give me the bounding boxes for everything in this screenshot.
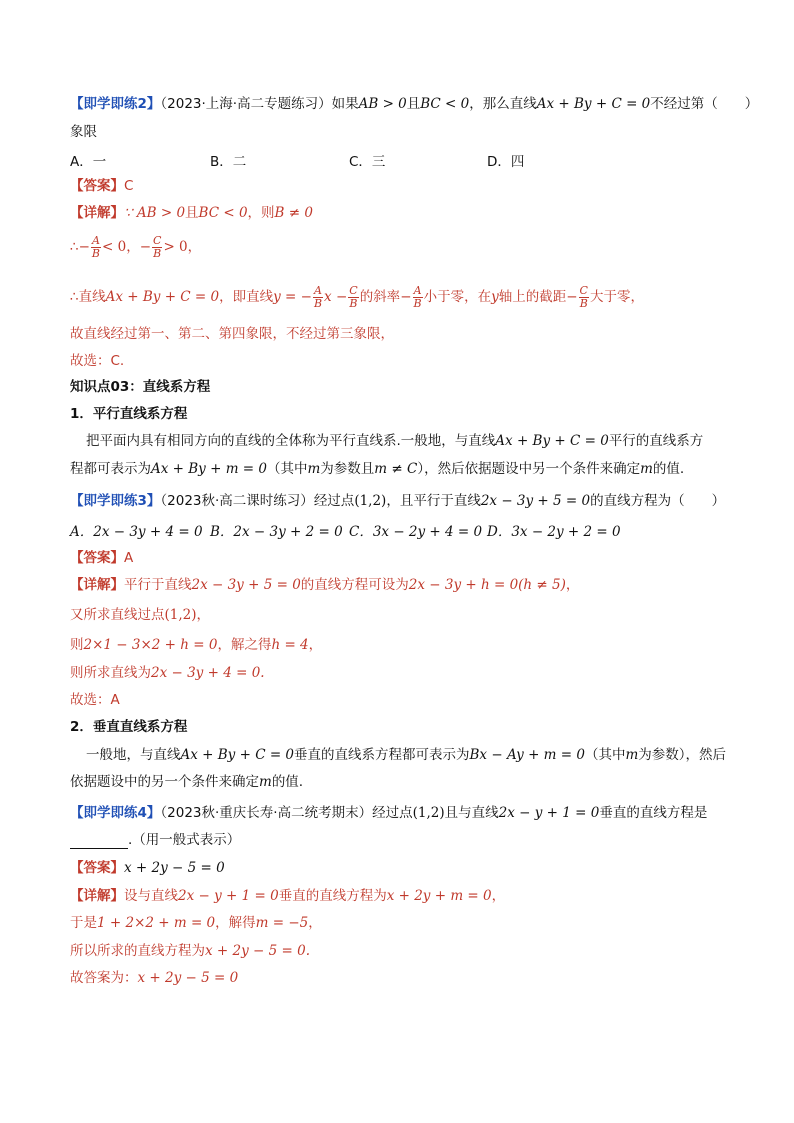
fraction-c-over-b <box>152 235 162 260</box>
fraction-denominator: B <box>579 296 588 310</box>
fraction-denominator: B <box>91 246 100 260</box>
answer-tag: 【答案】 <box>70 178 124 194</box>
math-expr: (1,2) <box>354 493 387 509</box>
math-expr: (1,2) <box>412 805 445 821</box>
body-text: 垂直的直线系方程都可表示为 <box>294 747 470 763</box>
detail-text: 的直线方程可设为 <box>300 577 409 593</box>
ex4-text: 经过点 <box>372 805 413 821</box>
ex2-detail-line3 <box>70 282 644 312</box>
ex4-text: 垂直的直线方程是 <box>599 805 708 821</box>
ex2-detail-line4: 故直线经过第一、第二、第四象限，不经过第三象限， <box>70 326 394 342</box>
ex4-question-line1 <box>70 804 707 822</box>
body-text: 的值. <box>271 774 304 790</box>
math-expr: − <box>139 239 152 255</box>
body-text: 为参数且 <box>320 461 375 477</box>
math-expr: y = − <box>273 289 312 305</box>
body-text: （其中 <box>266 461 308 477</box>
ex3-option-a: A．2x − 3y + 4 = 0 <box>70 524 203 540</box>
body-text: 平行的直线系方 <box>608 433 704 449</box>
kp3-paragraph2-line1 <box>86 746 726 764</box>
math-expr: ∵ AB > 0 <box>124 205 186 221</box>
ex2-question-line1 <box>70 95 758 113</box>
detail-text: 轴上的截距 <box>498 289 567 305</box>
kp3-paragraph2-line2 <box>70 773 303 791</box>
ex3-detail-line1 <box>70 576 579 594</box>
math-expr: x + 2y + m = 0 <box>386 888 492 904</box>
ex2-option-b: B．二 <box>210 154 247 170</box>
detail-tag: 【详解】 <box>70 577 124 593</box>
ex2-detail-line1 <box>70 204 313 222</box>
ex3-text: 的直线方程为（ ） <box>590 493 726 509</box>
ex2-cond1: AB > 0 <box>358 96 407 112</box>
ex3-option-d: D．3x − 2y + 2 = 0 <box>487 524 621 540</box>
detail-text: 故选： <box>70 692 111 708</box>
fraction-denominator: B <box>313 296 323 310</box>
detail-text: 又所求直线过点 <box>70 607 165 623</box>
detail-text: ， <box>196 607 211 623</box>
detail-text: 则 <box>70 637 84 653</box>
detail-text: ， <box>491 888 506 904</box>
ex3-option-b: B．2x − 3y + 2 = 0 <box>210 524 343 540</box>
math-expr: < 0 <box>102 239 127 255</box>
body-text: ），然后依据题设中另一个条件来确定 <box>417 461 641 477</box>
fraction-numerator: C <box>349 283 358 297</box>
body-text: 的值. <box>652 461 685 477</box>
detail-text: 故选： <box>70 353 111 369</box>
ex2-option-a: A．一 <box>70 154 107 170</box>
fraction-numerator: A <box>314 283 322 297</box>
math-expr: 2x − 3y + 5 = 0 <box>480 493 591 509</box>
ex4-text: 且与直线 <box>444 805 499 821</box>
math-expr: B ≠ 0 <box>274 205 313 221</box>
math-expr: x + 2y − 5 = 0. <box>205 943 310 959</box>
detail-text: ， <box>308 637 323 653</box>
math-expr: Ax + By + C = 0 <box>105 289 220 305</box>
body-text: 依据题设中的另一个条件来确定 <box>70 774 259 790</box>
ex2-detail-line5 <box>70 352 124 370</box>
ex2-option-c: C．三 <box>349 154 386 170</box>
detail-text: ，解之得 <box>217 637 272 653</box>
math-expr: h = 4 <box>271 637 309 653</box>
ex2-option-d: D．四 <box>487 154 525 170</box>
math-expr: Ax + By + C = 0 <box>495 433 609 449</box>
detail-text: 故答案为： <box>70 970 138 986</box>
ex4-text: .（用一般式表示） <box>128 832 241 848</box>
subsection-title-perpendicular: 2．垂直直线系方程 <box>70 719 188 735</box>
fraction-numerator: A <box>413 283 422 297</box>
math-expr: x − <box>324 289 348 305</box>
ex3-question-line1 <box>70 492 725 510</box>
math-expr: − <box>78 239 90 255</box>
subsection-title-parallel: 1．平行直线系方程 <box>70 406 188 422</box>
math-expr: m <box>259 774 272 790</box>
math-expr: m ≠ C <box>374 461 418 477</box>
detail-text: 平行于直线 <box>124 577 192 593</box>
detail-text: C. <box>110 353 125 369</box>
math-expr: BC < 0 <box>198 205 248 221</box>
ex3-detail-line4 <box>70 664 265 682</box>
answer-blank <box>70 834 128 849</box>
ex4-question-line2 <box>70 831 240 849</box>
math-expr: 2x − 3y + 5 = 0 <box>191 577 301 593</box>
answer-tag: 【答案】 <box>70 550 124 566</box>
fraction-denominator: B <box>413 296 422 310</box>
ex2-text: 不经过第（ ） <box>650 96 759 112</box>
kp3-paragraph1-line2 <box>70 460 684 478</box>
ex4-detail-line3 <box>70 942 310 960</box>
ex3-detail-line5 <box>70 691 120 709</box>
ex3-detail-line2 <box>70 606 210 624</box>
fraction-c-over-b <box>348 285 358 310</box>
fraction-denominator: B <box>349 296 358 310</box>
detail-text: ， <box>126 239 140 255</box>
detail-text: 的斜率 <box>359 289 401 305</box>
ex3-option-c: C．3x − 2y + 4 = 0 <box>349 524 483 540</box>
body-text: 为参数），然后 <box>638 747 727 763</box>
detail-text: 所以所求的直线方程为 <box>70 943 205 959</box>
math-expr: x + 2y − 5 = 0 <box>137 970 239 986</box>
fraction-denominator: B <box>153 246 162 260</box>
detail-tag: 【详解】 <box>70 205 124 221</box>
fraction-numerator: A <box>91 233 100 247</box>
section-title: 知识点03：直线系方程 <box>70 379 211 395</box>
ex4-detail-line1 <box>70 887 505 905</box>
body-text: 把平面内具有相同方向的直线的全体称为平行直线系.一般地，与直线 <box>86 433 496 449</box>
math-expr: 2x − 3y + 4 = 0. <box>151 665 265 681</box>
math-expr: m <box>307 461 321 477</box>
ex4-detail-line4 <box>70 969 238 987</box>
math-expr: y <box>491 289 499 305</box>
math-expr: 2x − 3y + h = 0(h ≠ 5) <box>408 577 566 593</box>
fraction-numerator: C <box>153 233 162 247</box>
detail-text: 小于零，在 <box>423 289 492 305</box>
answer-value: A <box>124 550 134 566</box>
math-expr: Bx − Ay + m = 0 <box>469 747 585 763</box>
math-expr: Ax + By + m = 0 <box>151 461 267 477</box>
detail-text: ，即直线 <box>219 289 274 305</box>
math-expr: m = −5 <box>255 915 309 931</box>
detail-text: A <box>110 692 120 708</box>
ex2-text: 且 <box>406 96 421 112</box>
fraction-numerator: C <box>579 283 588 297</box>
ex4-tag: 【即学即练4】 <box>70 805 161 821</box>
math-expr: 2x − y + 1 = 0 <box>178 888 279 904</box>
ex3-text: ，且平行于直线 <box>386 493 481 509</box>
body-text: 一般地，与直线 <box>86 747 181 763</box>
detail-text: ∴直线 <box>70 289 106 305</box>
ex4-answer <box>70 859 225 877</box>
math-expr: − <box>566 289 578 305</box>
ex2-source: （2023·上海·高二专题练习） <box>160 96 332 112</box>
kp3-paragraph1-line1 <box>86 432 703 450</box>
ex2-tag: 【即学即练2】 <box>70 96 161 112</box>
answer-value: x + 2y − 5 = 0 <box>124 860 225 876</box>
ex2-cond2: BC < 0 <box>420 96 470 112</box>
detail-tag: 【详解】 <box>70 888 124 904</box>
fraction-a-over-b <box>313 285 323 310</box>
answer-tag: 【答案】 <box>70 860 124 876</box>
ex4-source: （2023秋·重庆长寿·高二统考期末） <box>160 805 373 821</box>
body-text: 程都可表示为 <box>70 461 151 477</box>
ex3-answer <box>70 549 133 567</box>
detail-text: ， <box>565 577 580 593</box>
fraction-c-over-b <box>579 285 589 310</box>
math-expr: 1 + 2×2 + m = 0 <box>97 915 216 931</box>
fraction-a-over-b <box>413 285 423 310</box>
ex3-detail-line3 <box>70 636 322 654</box>
detail-text: 则所求直线为 <box>70 665 151 681</box>
detail-text: 大于零， <box>589 289 644 305</box>
detail-text: ， <box>308 915 322 931</box>
body-text: （其中 <box>584 747 626 763</box>
ex3-tag: 【即学即练3】 <box>70 493 161 509</box>
detail-text: 于是 <box>70 915 97 931</box>
math-expr: > 0 <box>163 239 188 255</box>
fraction-a-over-b <box>91 235 101 260</box>
math-expr: Ax + By + C = 0 <box>180 747 295 763</box>
ex3-text: 经过点 <box>313 493 355 509</box>
math-expr: m <box>640 461 653 477</box>
answer-value: C <box>124 178 134 194</box>
math-expr: 2×1 − 3×2 + h = 0 <box>83 637 218 653</box>
ex2-answer <box>70 177 133 195</box>
detail-text: ，解得 <box>215 915 256 931</box>
math-expr: m <box>625 747 639 763</box>
ex4-detail-line2 <box>70 914 322 932</box>
detail-text: ∴ <box>70 239 79 255</box>
ex3-source: （2023秋·高二课时练习） <box>160 493 314 509</box>
detail-text: ， <box>187 239 202 255</box>
ex2-detail-line2 <box>70 232 201 262</box>
math-expr: (1,2) <box>164 607 197 623</box>
detail-text: 且 <box>185 205 199 221</box>
detail-text: 垂直的直线方程为 <box>278 888 387 904</box>
ex2-equation: Ax + By + C = 0 <box>536 96 651 112</box>
ex2-question-line2: 象限 <box>70 124 97 140</box>
detail-text: 设与直线 <box>124 888 178 904</box>
detail-text: ，则 <box>247 205 275 221</box>
ex2-text: 如果 <box>331 96 359 112</box>
math-expr: 2x − y + 1 = 0 <box>498 805 600 821</box>
math-expr: − <box>400 289 412 305</box>
ex2-text: ，那么直线 <box>469 96 537 112</box>
